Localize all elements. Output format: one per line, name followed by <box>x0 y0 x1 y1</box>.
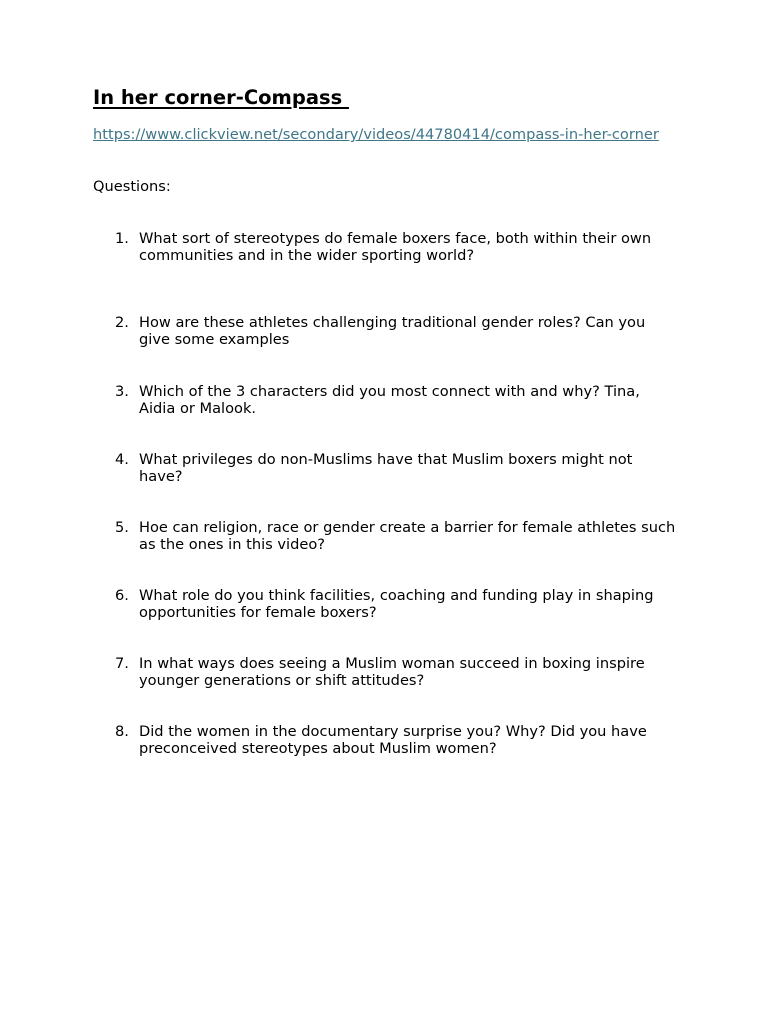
question-number: 6. <box>115 587 129 604</box>
question-number: 8. <box>115 723 129 740</box>
question-number: 1. <box>115 230 129 247</box>
question-text: Did the women in the documentary surprise you? Why? Did you have preconceived stereotypes about Muslim women? <box>139 723 647 757</box>
question-text: What role do you think facilities, coaching and funding play in shaping opportunities for female boxers? <box>139 587 654 621</box>
question-number: 3. <box>115 383 129 400</box>
question-number: 2. <box>115 314 129 331</box>
question-text: Which of the 3 characters did you most connect with and why? Tina, Aidia or Malook. <box>139 383 640 417</box>
document-title: In her corner-Compass <box>93 86 349 109</box>
question-text: What privileges do non-Muslims have that Muslim boxers might not have? <box>139 451 633 485</box>
questions-label: Questions: <box>93 178 171 195</box>
question-number: 7. <box>115 655 129 672</box>
question-number: 4. <box>115 451 129 468</box>
question-text: How are these athletes challenging traditional gender roles? Can you give some examples <box>139 314 646 348</box>
question-text: Hoe can religion, race or gender create a barrier for female athletes such as the ones in this video? <box>139 519 676 553</box>
video-link[interactable]: https://www.clickview.net/secondary/videos/44780414/compass-in-her-corner <box>93 126 659 143</box>
question-text: What sort of stereotypes do female boxers face, both within their own communities and in the wider sporting world? <box>139 230 652 264</box>
question-text: In what ways does seeing a Muslim woman succeed in boxing inspire younger generations or shift attitudes? <box>139 655 645 689</box>
question-number: 5. <box>115 519 129 536</box>
